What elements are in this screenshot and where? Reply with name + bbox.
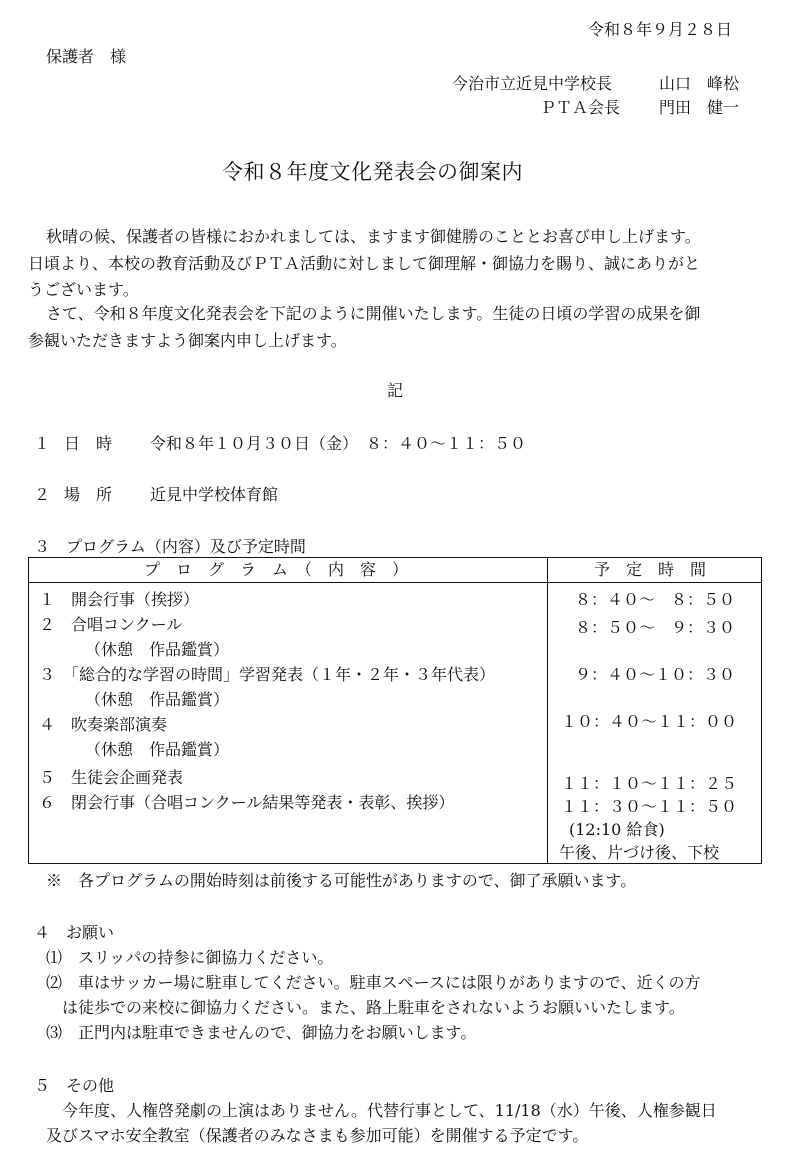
program-row-break: （休憩 作品鑑賞）: [85, 740, 230, 759]
request-line: ⑵ 車はサッカー場に駐車してください。駐車スペースには限りがありますので、近くの方: [46, 973, 701, 992]
program-row-break: （休憩 作品鑑賞）: [85, 640, 230, 659]
item2-label: 場 所: [64, 485, 113, 504]
time-cell: １０：４０～１１：００: [561, 712, 738, 731]
item2-value: 近見中学校体育館: [150, 485, 279, 504]
item1-label: 日 時: [64, 434, 113, 453]
sender-principal-org: 今治市立近見中学校長: [452, 74, 613, 93]
other-line: 及びスマホ安全教室（保護者のみなさまも参加可能）を開催する予定です。: [46, 1126, 589, 1145]
time-cell: １１：１０～１１：２５: [561, 774, 738, 793]
program-row: ４ 吹奏楽部演奏: [39, 715, 168, 734]
table-header-divider: [29, 582, 761, 583]
sender-principal-name: 山口 峰松: [659, 74, 740, 93]
item1-number: １: [34, 434, 51, 453]
ki-heading: 記: [387, 381, 404, 400]
request-line: ⑴ スリッパの持参に御協力ください。: [46, 948, 334, 967]
time-cell-lunch: (12:10 給食): [569, 820, 665, 839]
recipient: 保護者 様: [46, 47, 127, 66]
time-cell-dismissal: 午後、片づけ後、下校: [559, 843, 720, 862]
intro-line: さて、令和８年度文化発表会を下記のように開催いたします。生徒の日頃の学習の成果を御: [46, 304, 701, 323]
column-header-program: プ ロ グ ラ ム （ 内 容 ）: [144, 560, 409, 579]
column-header-time: 予 定 時 間: [594, 560, 707, 579]
program-row: ５ 生徒会企画発表: [39, 768, 184, 787]
sender-pta-name: 門田 健一: [659, 98, 740, 117]
time-cell: １１：３０～１１：５０: [561, 797, 738, 816]
intro-line: 秋晴の候、保護者の皆様におかれましては、ますます御健勝のこととお喜び申し上げます。: [46, 227, 701, 246]
item3-heading: ３ プログラム（内容）及び予定時間: [34, 537, 306, 556]
program-note: ※ 各プログラムの開始時刻は前後する可能性がありますので、御了承願います。: [46, 871, 637, 890]
time-cell: ８：４０～ ８：５０: [575, 590, 736, 609]
item2-number: ２: [34, 485, 51, 504]
intro-line: 日頃より、本校の教育活動及びＰＴＡ活動に対しまして御理解・御協力を賜り、誠にありがと: [28, 254, 701, 273]
letter-date: 令和８年９月２８日: [588, 20, 733, 39]
time-cell: ８：５０～ ９：３０: [575, 618, 736, 637]
request-line: ⑶ 正門内は駐車できませんので、御協力をお願いします。: [46, 1023, 477, 1042]
program-row-break: （休憩 作品鑑賞）: [85, 690, 230, 709]
program-row: ６ 閉会行事（合唱コンクール結果等発表・表彰、挨拶）: [39, 793, 455, 812]
program-table: [28, 557, 762, 864]
item5-heading: ５ その他: [34, 1076, 115, 1095]
item1-value: 令和８年１０月３０日（金） ８：４０～１１：５０: [150, 434, 527, 453]
table-column-divider: [547, 558, 548, 863]
program-row: ３ 「総合的な学習の時間」学習発表（１年・２年・３年代表）: [39, 665, 496, 684]
intro-line: うございます。: [28, 280, 139, 299]
intro-line: 参観いただきますよう御案内申し上げます。: [28, 331, 347, 350]
request-line-cont: は徒歩での来校に御協力ください。また、路上駐車をされないようお願いいたします。: [62, 998, 685, 1017]
time-cell: ９：４０～１０：３０: [575, 665, 736, 684]
item4-heading: ４ お願い: [34, 923, 115, 942]
sender-pta-org: ＰＴＡ会長: [540, 98, 621, 117]
program-row: ２ 合唱コンクール: [39, 615, 183, 634]
page-title: 令和８年度文化発表会の御案内: [222, 160, 523, 184]
other-line: 今年度、人権啓発劇の上演はありません。代替行事として、11/18（水）午後、人権参観日: [62, 1101, 717, 1120]
program-row: １ 開会行事（挨拶）: [39, 590, 200, 609]
